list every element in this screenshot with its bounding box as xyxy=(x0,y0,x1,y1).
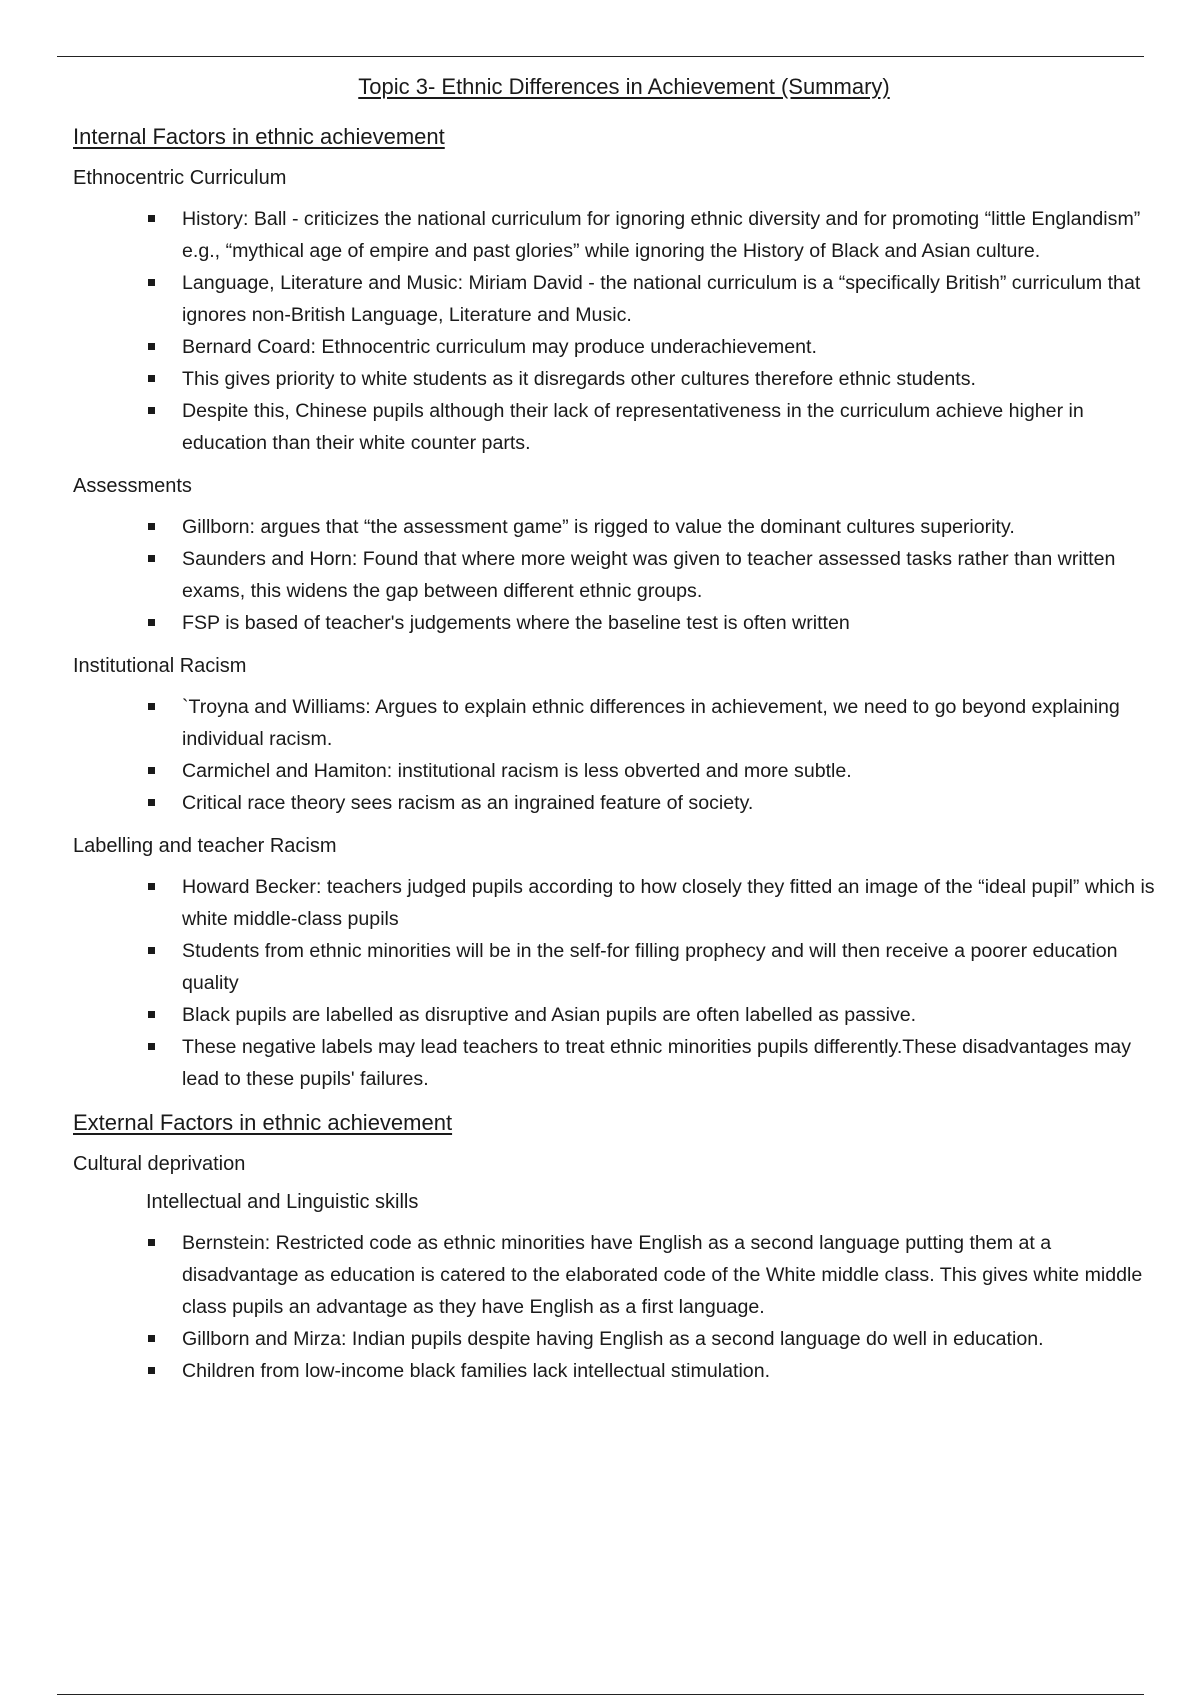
list-item: These negative labels may lead teachers to treat ethnic minorities pupils differently.These disadvantages may lead to these pupils' failures. xyxy=(182,1031,1173,1095)
section-assessments xyxy=(73,473,1173,639)
list-item: Critical race theory sees racism as an ingrained feature of society. xyxy=(182,787,1173,819)
list-item: Language, Literature and Music: Miriam David - the national curriculum is a “specifically British” curriculum that ignores non-British Language, Literature and Music. xyxy=(182,267,1173,331)
bullet-list xyxy=(73,203,1173,459)
subsection-heading: Intellectual and Linguistic skills xyxy=(146,1191,419,1213)
page-title: Topic 3- Ethnic Differences in Achievement (Summary) xyxy=(358,74,890,99)
bullet-list xyxy=(73,691,1173,819)
section-heading: Cultural deprivation xyxy=(73,1153,246,1175)
section-heading: Assessments xyxy=(73,475,192,497)
list-item: `Troyna and Williams: Argues to explain ethnic differences in achievement, we need to go beyond explaining individual racism. xyxy=(182,691,1173,755)
section-cultural-deprivation xyxy=(73,1151,1173,1387)
list-item: Saunders and Horn: Found that where more weight was given to teacher assessed tasks rather than written exams, this widens the gap between different ethnic groups. xyxy=(182,543,1173,607)
list-item: Children from low-income black families lack intellectual stimulation. xyxy=(182,1355,1173,1387)
bullet-list xyxy=(73,511,1173,639)
bullet-list xyxy=(73,1227,1173,1387)
list-item: Carmichel and Hamiton: institutional racism is less obverted and more subtle. xyxy=(182,755,1173,787)
list-item: Howard Becker: teachers judged pupils according to how closely they fitted an image of the “ideal pupil” which is white middle-class pupils xyxy=(182,871,1173,935)
section-heading: Institutional Racism xyxy=(73,655,247,677)
list-item: Gillborn: argues that “the assessment game” is rigged to value the dominant cultures superiority. xyxy=(182,511,1173,543)
list-item: Bernstein: Restricted code as ethnic minorities have English as a second language putting them at a disadvantage as education is catered to the elaborated code of the White middle class. This gives white middle class pupils an advantage as they have English as a first language. xyxy=(182,1227,1173,1323)
top-rule xyxy=(57,56,1144,57)
list-item: Bernard Coard: Ethnocentric curriculum may produce underachievement. xyxy=(182,331,1173,363)
list-item: Gillborn and Mirza: Indian pupils despite having English as a second language do well in education. xyxy=(182,1323,1173,1355)
bullet-list xyxy=(73,871,1173,1095)
list-item: FSP is based of teacher's judgements where the baseline test is often written xyxy=(182,607,1173,639)
section-heading: Labelling and teacher Racism xyxy=(73,835,337,857)
section-labelling-teacher-racism xyxy=(73,833,1173,1095)
list-item: Black pupils are labelled as disruptive and Asian pupils are often labelled as passive. xyxy=(182,999,1173,1031)
document-page xyxy=(73,73,1173,1401)
list-item: Despite this, Chinese pupils although their lack of representativeness in the curriculum achieve higher in education than their white counter parts. xyxy=(182,395,1173,459)
list-item: Students from ethnic minorities will be in the self-for filling prophecy and will then receive a poorer education quality xyxy=(182,935,1173,999)
section-ethnocentric-curriculum xyxy=(73,165,1173,459)
list-item: This gives priority to white students as it disregards other cultures therefore ethnic students. xyxy=(182,363,1173,395)
internal-factors-heading: Internal Factors in ethnic achievement xyxy=(73,124,445,149)
section-heading: Ethnocentric Curriculum xyxy=(73,167,287,189)
external-factors-heading: External Factors in ethnic achievement xyxy=(73,1110,453,1135)
bottom-rule xyxy=(57,1694,1144,1695)
list-item: History: Ball - criticizes the national curriculum for ignoring ethnic diversity and for promoting “little Englandism” e.g., “mythical age of empire and past glories” while ignoring the History of Black and Asian culture. xyxy=(182,203,1173,267)
section-institutional-racism xyxy=(73,653,1173,819)
